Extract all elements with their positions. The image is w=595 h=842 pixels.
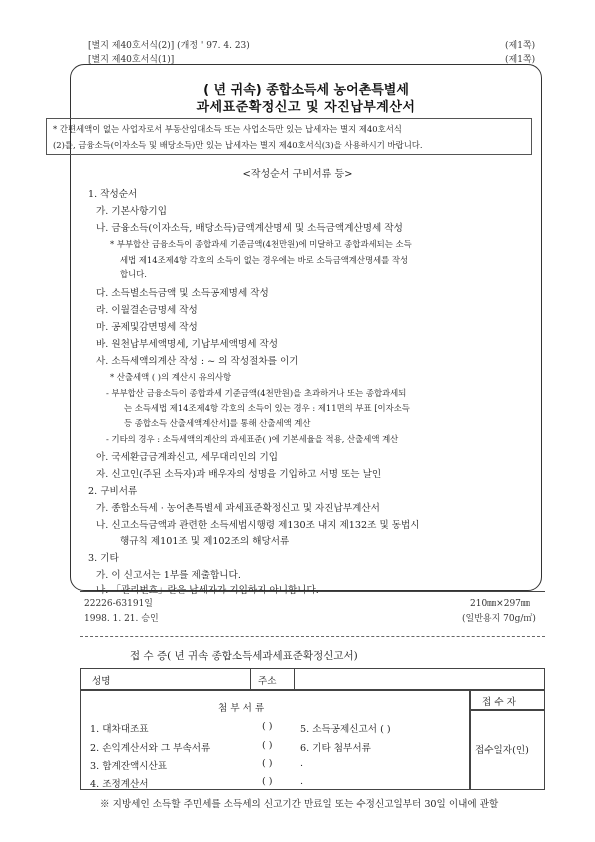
page-number-1: (제1쪽) (505, 41, 536, 51)
body-line: 나. 신고소득금액과 관련한 소득세법시행령 제130조 내지 제132조 및 동법시 (96, 520, 420, 531)
body-line: 다. 소득별소득금액 및 소득공제명세 작성 (96, 288, 269, 299)
body-line: 나. 「관리번호」란은 납세자가 기입하지 아니합니다. (96, 585, 319, 596)
attachment-item: . (300, 758, 304, 769)
footer-rule (80, 591, 545, 592)
body-line: 2. 구비서류 (88, 486, 138, 497)
attachment-item: 2. 손익계산서와 그 부속서류 (90, 743, 211, 754)
body-line: - 기타의 경우 : 소득세액의계산의 과세표준( )에 기본세율을 적용, 산출세액 계산 (106, 434, 399, 444)
body-line: 합니다. (120, 269, 147, 279)
body-line: 마. 공제및감면명세 작성 (96, 322, 198, 333)
form-title-line-1: ( 년 귀속) 종합소득세 농어촌특별세 (203, 83, 409, 98)
attachment-count: ( ) (262, 758, 273, 769)
notice-box (46, 118, 532, 155)
paper-size: 210㎜×297㎜ (470, 599, 530, 609)
attachment-item: 6. 기타 첨부서류 (300, 743, 371, 754)
cut-line (80, 636, 545, 637)
body-line: 가. 기본사항기입 (96, 206, 167, 217)
attachment-count: ( ) (262, 740, 273, 751)
paper-type: (일반용지 70g/㎡) (462, 614, 536, 624)
body-line: 가. 이 신고서는 1부를 제출합니다. (96, 570, 241, 581)
body-line: 1. 작성순서 (88, 189, 138, 200)
body-line: * 부부합산 금융소득이 종합과세 기준금액(4천만원)에 미달하고 종합과세되는 소득 (110, 239, 412, 249)
attachment-item: 5. 소득공제신고서 ( ) (300, 724, 391, 735)
receipt-name-row (80, 668, 545, 690)
notice-line-1: * 간편세액이 없는 사업자로서 부동산임대소득 또는 사업소득만 있는 납세자는 별지 제40호서식 (53, 124, 402, 134)
body-line: 3. 기타 (88, 553, 119, 564)
body-line: 자. 신고인(주된 소득자)과 배우자의 성명을 기입하고 서명 또는 날인 (96, 469, 382, 480)
body-line: - 부부합산 금융소득이 종합과세 기준금액(4천만원)을 초과하거나 또는 종합과세되 (106, 388, 407, 398)
body-line: 나. 금융소득(이자소득, 배당소득)금액계산명세 및 소득금액계산명세 작성 (96, 223, 403, 234)
body-line: 등 종합소득 산출세액계산서]를 통해 산출세액 계산 (124, 418, 311, 428)
form-title-line-2: 과세표준확정신고 및 자진납부계산서 (196, 100, 416, 115)
body-line: 바. 원천납부세액명세, 기납부세액명세 작성 (96, 339, 279, 350)
body-line: 아. 국세환급금계좌신고, 세무대리인의 기입 (96, 452, 279, 463)
body-line: 사. 소득세액의계산 작성 : ~ 의 작성절차를 이기 (96, 356, 299, 367)
attachment-item: 1. 대차대조표 (90, 724, 149, 735)
body-line: 라. 이월결손금명세 작성 (96, 305, 198, 316)
receipt-title: 접 수 증( 년 귀속 종합소득세과세표준확정신고서) (130, 650, 358, 662)
attachment-count: ( ) (262, 721, 273, 732)
address-label: 주소 (258, 676, 277, 687)
bottom-note: ※ 지방세인 소득할 주민세를 소득세의 신고기간 만료일 또는 수정신고일부터 30일 이내에 관할 (100, 799, 499, 810)
approval-date: 1998. 1. 21. 승인 (84, 614, 159, 624)
receiver-label: 접 수 자 (482, 697, 516, 708)
body-line: 행규칙 제101조 및 제102조의 해당서류 (120, 536, 290, 547)
date-label: 접수일자(인) (475, 745, 529, 756)
page-number-2: (제1쪽) (505, 55, 536, 65)
attachment-title: 첨 부 서 류 (218, 703, 265, 714)
body-line: * 산출세액 ( )의 계산시 유의사항 (110, 372, 232, 382)
body-line: 는 소득세법 제14조제4항 각호의 소득이 있는 경우 : 제11면의 부표 [이자소득 (124, 403, 410, 413)
body-line: 가. 종합소득세 · 농어촌특별세 과세표준확정신고 및 자진납부계산서 (96, 503, 380, 514)
attachment-item: 4. 조정계산서 (90, 779, 149, 790)
notice-line-2: (2)를, 금융소득(이자소득 및 배당소득)만 있는 납세자는 별지 제40호서식(3)을 사용하시기 바랍니다. (53, 140, 423, 150)
attachment-item: . (300, 776, 304, 787)
form-number-line-2: [별지 제40호서식(1)] (88, 55, 175, 65)
name-label: 성명 (92, 676, 111, 687)
form-number-line-1: [별지 제40호서식(2)] (개정 ' 97. 4. 23) (88, 41, 250, 51)
attachment-item: 3. 합계잔액시산표 (90, 761, 168, 772)
form-code: 22226-63191일 (84, 599, 153, 609)
section-title: <작성순서 구비서류 등> (242, 169, 353, 180)
attachment-count: ( ) (262, 776, 273, 787)
body-line: 세법 제14조제4항 각호의 소득이 없는 경우에는 바로 소득금액계산명세를 작성 (120, 255, 409, 265)
